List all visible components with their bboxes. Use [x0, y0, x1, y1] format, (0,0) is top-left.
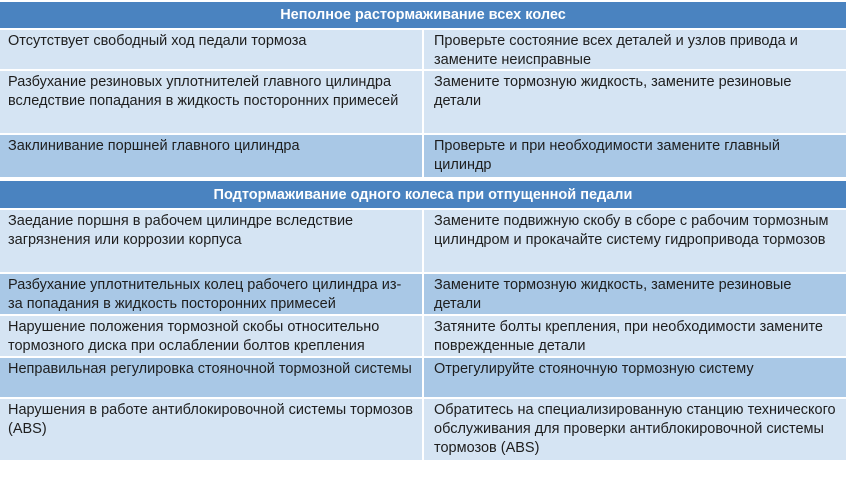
cause-cell: Разбухание резиновых уплотнителей главного цилиндра вследствие попадания в жидкость посторонних примесей — [0, 71, 424, 133]
cause-cell: Разбухание уплотнительных колец рабочего цилиндра из-за попадания в жидкость посторонних примесей — [0, 274, 424, 314]
fix-cell: Затяните болты крепления, при необходимости замените поврежденные детали — [434, 319, 823, 354]
table-row — [0, 135, 846, 179]
cause-cell: Отсутствует свободный ход педали тормоза — [0, 30, 424, 69]
fix-cell: Обратитесь на специализированную станцию технического обслуживания для проверки антиблокировочной системы тормозов (ABS) — [434, 402, 836, 456]
table-row — [0, 30, 846, 71]
table-row — [0, 210, 846, 274]
fix-cell: Замените тормозную жидкость, замените резиновые детали — [434, 277, 792, 312]
table-row — [0, 399, 846, 460]
fix-cell: Замените подвижную скобу в сборе с рабочим тормозным цилиндром и прокачайте систему гидропривода тормозов — [434, 213, 829, 248]
table-row — [0, 71, 846, 135]
cause-cell: Нарушения в работе антиблокировочной системы тормозов (ABS) — [0, 399, 424, 460]
fix-cell: Проверьте и при необходимости замените главный цилиндр — [434, 138, 780, 173]
table-row — [0, 358, 846, 399]
cause-cell: Нарушение положения тормозной скобы относительно тормозного диска при ослаблении болтов крепления — [0, 316, 424, 356]
section-header: Неполное растормаживание всех колес — [0, 0, 846, 30]
table-row — [0, 274, 846, 316]
cause-cell: Заклинивание поршней главного цилиндра — [0, 135, 424, 177]
cause-cell: Заедание поршня в рабочем цилиндре вследствие загрязнения или коррозии корпуса — [0, 210, 424, 272]
section-header: Подтормаживание одного колеса при отпущенной педали — [0, 179, 846, 210]
fix-cell: Замените тормозную жидкость, замените резиновые детали — [434, 74, 792, 109]
fix-cell: Проверьте состояние всех деталей и узлов привода и замените неисправные — [434, 33, 798, 68]
cause-cell: Неправильная регулировка стояночной тормозной системы — [0, 358, 424, 397]
table-row — [0, 316, 846, 358]
fix-cell: Отрегулируйте стояночную тормозную систему — [434, 361, 754, 377]
